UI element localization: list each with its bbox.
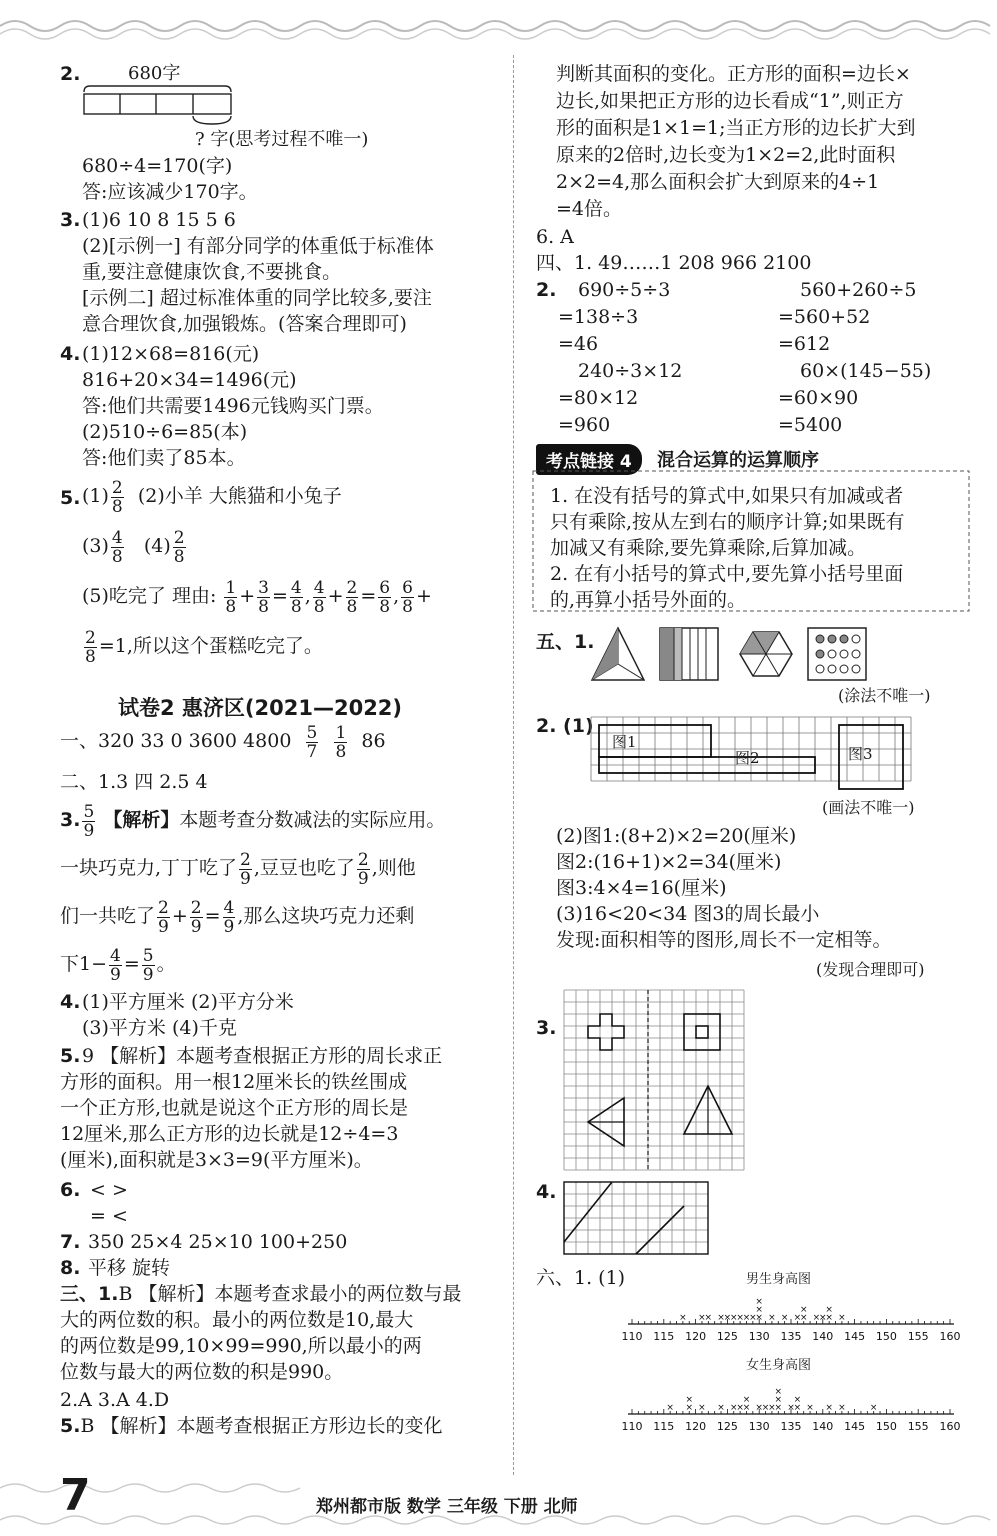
shapes-row <box>588 624 878 684</box>
chart-point: × <box>825 1403 833 1413</box>
s7-line: 350 25×4 25×10 100+250 <box>88 1231 348 1253</box>
chart-tick-label: 140 <box>812 1420 834 1433</box>
fig3-label: 图3 <box>848 745 873 763</box>
s6-number: 6. <box>60 1179 81 1201</box>
chart-tick-label: 110 <box>621 1420 643 1433</box>
s52-line: 发现:面积相等的图形,周长不一定相等。 <box>556 929 892 951</box>
s6-line: < > <box>90 1179 128 1201</box>
s4a-line: 四、1. 49……1 208 966 2100 <box>536 252 812 274</box>
s51-label: 五、1. <box>536 631 595 653</box>
s4-line: (1)平方厘米 (2)平方分米 <box>82 991 294 1013</box>
cross-shape <box>588 1014 624 1050</box>
s8-line: 平移 旋转 <box>88 1257 171 1279</box>
chart-tick-label: 155 <box>907 1330 929 1343</box>
chart-point: × <box>806 1403 814 1413</box>
column-divider <box>513 55 514 1475</box>
q3-line: [示例二] 超过标准体重的同学比较多,要注 <box>82 287 432 309</box>
chart-point: × <box>869 1403 878 1413</box>
calc: =612 <box>778 333 831 355</box>
chart-point: × <box>755 1313 763 1323</box>
chart-point: × <box>755 1403 763 1413</box>
chart-point: × <box>799 1313 808 1323</box>
s52-line: (3)16<20<34 图3的周长最小 <box>556 903 820 925</box>
link-line: 加减又有乘除,要先算乘除,后算加减。 <box>550 537 867 559</box>
q3-line: (2)[示例一] 有部分同学的体重低于标准体 <box>82 235 434 257</box>
chart-tick-label: 150 <box>875 1420 897 1433</box>
s5-line: 9 【解析】本题考查根据正方形的周长求正 <box>82 1045 443 1067</box>
chart-tick-label: 140 <box>812 1330 834 1343</box>
chart-tick-label: 160 <box>939 1330 960 1343</box>
chart-point: × <box>685 1403 694 1413</box>
q3-line: (1)6 10 8 15 5 6 <box>82 209 236 231</box>
cont-line: 形的面积是1×1=1;当正方形的边长扩大到 <box>556 117 916 139</box>
chart-point: × <box>825 1313 833 1323</box>
s31-line: 位数与最大的两位数的积是990。 <box>60 1361 344 1383</box>
q2-question: ? 字(思考过程不唯一) <box>195 129 369 150</box>
link-line: 的,再算小括号外面的。 <box>550 589 747 611</box>
chart-point: × <box>793 1395 802 1405</box>
s3-line4: 下1− $\frac{4}{9}$ = $\frac{5}{9}$ 。 <box>60 945 176 985</box>
chart-girl-title: 女生身高图 <box>746 1358 812 1373</box>
s52-line: 图3:4×4=16(厘米) <box>556 877 727 899</box>
fig1-label: 图1 <box>612 733 637 751</box>
q3-line: 意合理饮食,加强锻炼。(答案合理即可) <box>82 313 407 335</box>
chart-point: × <box>698 1313 706 1323</box>
chart-point: × <box>761 1403 770 1413</box>
boy-height-chart <box>620 1284 960 1346</box>
footer-info: 郑州都市版 数学 三年级 下册 北师 <box>316 1497 578 1517</box>
chart-point: × <box>729 1313 738 1323</box>
square-inner <box>696 1026 708 1038</box>
chart-point: × <box>768 1313 776 1323</box>
link-line: 1. 在没有括号的算式中,如果只有加减或者 <box>550 485 904 507</box>
s8-number: 8. <box>60 1257 81 1279</box>
chart-point: × <box>774 1403 783 1413</box>
chart-tick-label: 125 <box>716 1330 738 1343</box>
fig2-label: 图2 <box>735 749 760 767</box>
s5-number: 5. <box>60 1045 81 1067</box>
s61-label: 六、1. (1) <box>536 1267 626 1289</box>
s7-number: 7. <box>60 1231 81 1253</box>
chart-point: × <box>774 1395 783 1405</box>
chart-point: × <box>768 1403 776 1413</box>
chart-boy-title: 男生身高图 <box>746 1272 812 1287</box>
chart-point: × <box>736 1313 744 1323</box>
q4-line: 答:他们共需要1496元钱购买门票。 <box>82 395 384 417</box>
s5-line: (厘米),面积就是3×3=9(平方厘米)。 <box>60 1149 373 1171</box>
cont-line: 2×2=4,那么面积会扩大到原来的4÷1 <box>556 171 880 193</box>
q4-line: 816+20×34=1496(元) <box>82 369 297 391</box>
s31-line: 的两位数是99,10×99=990,所以最小的两 <box>60 1335 422 1357</box>
s3-line1: 3. $\frac{5}{9}$ 【解析】本题考查分数减法的实际应用。 <box>60 801 446 841</box>
chart-point: × <box>729 1403 738 1413</box>
s5-line: 12厘米,那么正方形的边长就是12÷4=3 <box>60 1123 399 1145</box>
chart-tick-label: 150 <box>875 1330 897 1343</box>
q4-line: (2)510÷6=85(本) <box>82 421 248 443</box>
calc: =5400 <box>778 414 843 436</box>
striped-rectangle-shape <box>660 628 718 680</box>
s1-line: 一、320 33 0 3600 4800 $\frac{5}{7}$ $\frac{1}{8}$ 86 <box>60 722 386 762</box>
q4-line: (1)12×68=816(元) <box>82 343 260 365</box>
s51-note: (涂法不唯一) <box>838 686 931 705</box>
s5-line: 一个正方形,也就是说这个正方形的周长是 <box>60 1097 409 1119</box>
q5-number: 5. <box>60 487 81 509</box>
chart-tick-label: 125 <box>716 1420 738 1433</box>
chart-point: × <box>742 1403 751 1413</box>
chart-point: × <box>838 1313 846 1323</box>
chart-point: × <box>717 1313 725 1323</box>
q5-part: (2)小羊 大熊猫和小兔子 <box>137 485 342 507</box>
cut-grid <box>562 1180 712 1260</box>
chart-tick-label: 130 <box>748 1330 770 1343</box>
chart-tick-label: 155 <box>907 1420 929 1433</box>
calc: =80×12 <box>558 387 639 409</box>
chart-point: × <box>742 1395 751 1405</box>
chart-tick-label: 115 <box>653 1330 675 1343</box>
link-line: 2. 在有小括号的算式中,要先算小括号里面 <box>550 563 904 585</box>
q5-line3: (5)吃完了 理由: $\frac{1}{8}$ + $\frac{3}{8}$ = $\frac{4}{8}$ , $\frac{4}{8}$ + $\frac{2}{8}$ = $\frac{6}{8}$ , $\frac{6}{8}$ + <box>82 577 432 617</box>
q5-part: (1) <box>82 485 109 507</box>
q3-number: 3. <box>60 209 81 231</box>
s35-line: 5.B 【解析】本题考查根据正方形边长的变化 <box>60 1415 443 1437</box>
triangle-shape <box>592 628 644 680</box>
chart-point: × <box>819 1313 827 1323</box>
calc: 690÷5÷3 <box>578 279 671 301</box>
s52-note: (画法不唯一) <box>822 798 915 817</box>
calc: 60×(145−55) <box>800 360 932 382</box>
chart-tick-label: 130 <box>748 1420 770 1433</box>
paper-title: 试卷2 惠济区(2021—2022) <box>118 696 403 720</box>
cont-line: =4倍。 <box>556 198 623 220</box>
s3-line3: 们一共吃了 $\frac{2}{9}$ + $\frac{2}{9}$ = $\frac{4}{9}$ ,那么这块巧克力还剩 <box>60 897 415 937</box>
s31-line: 三、1.B 【解析】本题考查求最小的两位数与最 <box>60 1283 462 1305</box>
q3-line: 重,要注意健康饮食,不要挑食。 <box>82 261 342 283</box>
chart-point: × <box>787 1403 795 1413</box>
chart-point: × <box>780 1313 789 1323</box>
chart-point: × <box>749 1313 757 1323</box>
hexagon-shape <box>740 632 792 676</box>
chart-point: × <box>825 1305 833 1315</box>
chart-point: × <box>742 1313 751 1323</box>
s52-label: 2. (1) <box>536 715 594 737</box>
calc: =46 <box>558 333 599 355</box>
s52-note2: (发现合理即可) <box>816 960 925 979</box>
s31-line: 大的两位数的积。最小的两位数是10,最大 <box>60 1309 414 1331</box>
chart-point: × <box>793 1403 802 1413</box>
q5-line4: $\frac{2}{8}$ =1,所以这个蛋糕吃完了。 <box>85 627 323 667</box>
s4b-number: 2. <box>536 279 557 301</box>
chart-tick-label: 160 <box>939 1420 960 1433</box>
q5-line2: (3) $\frac{4}{8}$ (4) $\frac{2}{8}$ <box>82 527 185 567</box>
s4-line: (3)平方米 (4)千克 <box>82 1017 237 1039</box>
chart-point: × <box>736 1403 744 1413</box>
s4-number: 4. <box>60 991 81 1013</box>
chart-point: × <box>666 1403 674 1413</box>
chart-point: × <box>717 1403 725 1413</box>
q2-answer: 答:应该减少170字。 <box>82 181 258 203</box>
chart-point: × <box>812 1313 821 1323</box>
s52-line: 图2:(16+1)×2=34(厘米) <box>556 851 782 873</box>
calc: =138÷3 <box>558 306 639 328</box>
s6-line: = < <box>90 1205 128 1227</box>
chart-tick-label: 145 <box>844 1420 866 1433</box>
s32-line: 2.A 3.A 4.D <box>60 1389 170 1411</box>
s2-line: 二、1.3 四 2.5 4 <box>60 771 208 793</box>
calc: =960 <box>558 414 611 436</box>
square-outer <box>684 1014 720 1050</box>
chart-point: × <box>774 1387 783 1397</box>
chart-point: × <box>793 1313 802 1323</box>
q4-number: 4. <box>60 343 81 365</box>
transform-grid <box>562 988 746 1172</box>
q2-number: 2. <box>60 63 81 85</box>
chart-point: × <box>679 1313 687 1323</box>
s54-label: 4. <box>536 1181 557 1203</box>
chart-tick-label: 145 <box>844 1330 866 1343</box>
chart-tick-label: 120 <box>685 1420 707 1433</box>
s5-line: 方形的面积。用一根12厘米长的铁丝围成 <box>60 1071 408 1093</box>
circles-grid-shape <box>808 628 866 680</box>
chart-tick-label: 115 <box>653 1420 675 1433</box>
girl-height-chart <box>620 1374 960 1436</box>
cont-line: 判断其面积的变化。正方形的面积=边长× <box>556 63 911 85</box>
calc: 240÷3×12 <box>578 360 683 382</box>
chart-tick-label: 120 <box>685 1330 707 1343</box>
calc: 560+260÷5 <box>800 279 917 301</box>
q2-calc: 680÷4=170(字) <box>82 155 233 177</box>
chart-point: × <box>723 1313 732 1323</box>
chart-point: × <box>755 1305 763 1315</box>
top-decoration <box>0 8 997 48</box>
q2-bar-diagram <box>80 84 240 134</box>
chart-tick-label: 110 <box>621 1330 643 1343</box>
link-title: 混合运算的运算顺序 <box>657 450 819 471</box>
calc: =60×90 <box>778 387 859 409</box>
q4-line: 答:他们卖了85本。 <box>82 447 246 469</box>
s52-line: (2)图1:(8+2)×2=20(厘米) <box>556 825 797 847</box>
chart-tick-label: 135 <box>780 1330 802 1343</box>
cont-line: 原来的2倍时,边长变为1×2=2,此时面积 <box>556 144 896 166</box>
chart-point: × <box>698 1403 706 1413</box>
chart-point: × <box>704 1313 713 1323</box>
link-tag: 考点链接 4 <box>536 444 642 475</box>
fraction: $\frac{2}{8}$ <box>111 477 123 517</box>
chart-point: × <box>685 1395 694 1405</box>
link-line: 只有乘除,按从左到右的顺序计算;如果既有 <box>550 511 905 533</box>
chart-tick-label: 135 <box>780 1420 802 1433</box>
s3-line2: 一块巧克力,丁丁吃了 $\frac{2}{9}$ ,豆豆也吃了 $\frac{2}{9}$ ,则他 <box>60 849 416 889</box>
page-number: 7 <box>60 1470 91 1521</box>
q6-line: 6. A <box>536 226 574 248</box>
cont-line: 边长,如果把正方形的边长看成“1”,则正方 <box>556 90 904 112</box>
chart-point: × <box>755 1297 763 1307</box>
chart-point: × <box>799 1305 808 1315</box>
chart-point: × <box>838 1403 846 1413</box>
q5-line1 <box>82 474 342 518</box>
calc: =560+52 <box>778 306 871 328</box>
q2-bar-label: 680字 <box>128 63 181 84</box>
s53-label: 3. <box>536 1017 557 1039</box>
